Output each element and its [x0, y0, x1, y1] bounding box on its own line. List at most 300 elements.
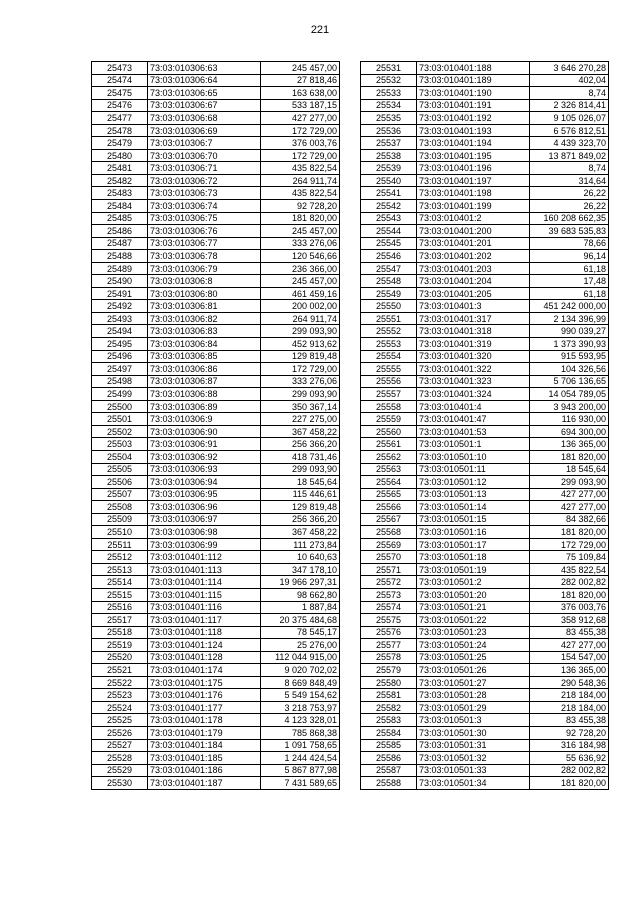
- row-number-cell: 25585: [361, 739, 417, 752]
- cadastral-number-cell: 73:03:010306:97: [148, 513, 261, 526]
- table-row: [361, 538, 609, 551]
- row-number-cell: 25500: [92, 400, 148, 413]
- table-row: [361, 99, 609, 112]
- cadastral-number-cell: 73:03:010401:320: [417, 350, 530, 363]
- value-cell: 163 638,00: [261, 87, 340, 100]
- row-number-cell: 25546: [361, 250, 417, 263]
- value-cell: 96,14: [530, 250, 609, 263]
- value-cell: 227 275,00: [261, 413, 340, 426]
- row-number-cell: 25525: [92, 714, 148, 727]
- table-row: [92, 350, 340, 363]
- value-cell: 83 455,38: [530, 714, 609, 727]
- row-number-cell: 25487: [92, 237, 148, 250]
- cadastral-number-cell: 73:03:010501:33: [417, 764, 530, 777]
- table-row: [361, 601, 609, 614]
- cadastral-number-cell: 73:03:010501:2: [417, 576, 530, 589]
- table-row: [361, 563, 609, 576]
- cadastral-number-cell: 73:03:010401:53: [417, 425, 530, 438]
- table-row: [92, 639, 340, 652]
- row-number-cell: 25574: [361, 601, 417, 614]
- cadastral-number-cell: 73:03:010306:88: [148, 388, 261, 401]
- value-cell: 61,18: [530, 262, 609, 275]
- cadastral-number-cell: 73:03:010401:187: [148, 777, 261, 790]
- cadastral-number-cell: 73:03:010501:26: [417, 664, 530, 677]
- cadastral-number-cell: 73:03:010401:185: [148, 752, 261, 765]
- table-row: [92, 752, 340, 765]
- value-cell: 181 820,00: [530, 588, 609, 601]
- cadastral-number-cell: 73:03:010401:189: [417, 74, 530, 87]
- table-row: [92, 777, 340, 790]
- value-cell: 333 276,06: [261, 237, 340, 250]
- table-row: [92, 338, 340, 351]
- row-number-cell: 25498: [92, 375, 148, 388]
- table-row: [361, 338, 609, 351]
- value-cell: 451 242 000,00: [530, 300, 609, 313]
- row-number-cell: 25581: [361, 689, 417, 702]
- row-number-cell: 25521: [92, 664, 148, 677]
- row-number-cell: 25504: [92, 450, 148, 463]
- cadastral-number-cell: 73:03:010401:198: [417, 187, 530, 200]
- table-row: [92, 463, 340, 476]
- cadastral-number-cell: 73:03:010501:30: [417, 726, 530, 739]
- value-cell: 2 134 396,99: [530, 312, 609, 325]
- row-number-cell: 25580: [361, 676, 417, 689]
- row-number-cell: 25553: [361, 338, 417, 351]
- value-cell: 78,66: [530, 237, 609, 250]
- cadastral-number-cell: 73:03:010306:84: [148, 338, 261, 351]
- value-cell: 452 913,62: [261, 338, 340, 351]
- cadastral-number-cell: 73:03:010306:7: [148, 137, 261, 150]
- row-number-cell: 25532: [361, 74, 417, 87]
- cadastral-number-cell: 73:03:010306:95: [148, 488, 261, 501]
- cadastral-number-cell: 73:03:010501:25: [417, 651, 530, 664]
- table-row: [92, 262, 340, 275]
- table-row: [361, 551, 609, 564]
- row-number-cell: 25570: [361, 551, 417, 564]
- cadastral-number-cell: 73:03:010501:18: [417, 551, 530, 564]
- row-number-cell: 25548: [361, 275, 417, 288]
- row-number-cell: 25481: [92, 162, 148, 175]
- row-number-cell: 25503: [92, 438, 148, 451]
- row-number-cell: 25524: [92, 701, 148, 714]
- cadastral-number-cell: 73:03:010501:27: [417, 676, 530, 689]
- cadastral-number-cell: 73:03:010401:192: [417, 112, 530, 125]
- value-cell: 9 105 026,07: [530, 112, 609, 125]
- row-number-cell: 25490: [92, 275, 148, 288]
- cadastral-number-cell: 73:03:010306:83: [148, 325, 261, 338]
- value-cell: 181 820,00: [530, 777, 609, 790]
- value-cell: 20 375 484,68: [261, 614, 340, 627]
- value-cell: 915 593,95: [530, 350, 609, 363]
- row-number-cell: 25533: [361, 87, 417, 100]
- cadastral-number-cell: 73:03:010306:76: [148, 225, 261, 238]
- value-cell: 172 729,00: [261, 124, 340, 137]
- cadastral-number-cell: 73:03:010501:32: [417, 752, 530, 765]
- value-cell: 314,64: [530, 174, 609, 187]
- value-cell: 181 820,00: [530, 526, 609, 539]
- value-cell: 299 093,90: [261, 388, 340, 401]
- value-cell: 8 669 848,49: [261, 676, 340, 689]
- cadastral-number-cell: 73:03:010306:81: [148, 300, 261, 313]
- cadastral-number-cell: 73:03:010501:3: [417, 714, 530, 727]
- row-number-cell: 25552: [361, 325, 417, 338]
- value-cell: 3 218 753,97: [261, 701, 340, 714]
- value-cell: 154 547,00: [530, 651, 609, 664]
- row-number-cell: 25513: [92, 563, 148, 576]
- value-cell: 14 054 789,05: [530, 388, 609, 401]
- table-row: [92, 363, 340, 376]
- cadastral-number-cell: 73:03:010306:92: [148, 450, 261, 463]
- value-cell: 347 178,10: [261, 563, 340, 576]
- cadastral-number-cell: 73:03:010306:86: [148, 363, 261, 376]
- value-cell: 461 459,16: [261, 287, 340, 300]
- row-number-cell: 25571: [361, 563, 417, 576]
- row-number-cell: 25505: [92, 463, 148, 476]
- row-number-cell: 25529: [92, 764, 148, 777]
- row-number-cell: 25584: [361, 726, 417, 739]
- row-number-cell: 25488: [92, 250, 148, 263]
- table-row: [92, 739, 340, 752]
- row-number-cell: 25497: [92, 363, 148, 376]
- row-number-cell: 25510: [92, 526, 148, 539]
- row-number-cell: 25542: [361, 200, 417, 213]
- row-number-cell: 25484: [92, 200, 148, 213]
- cadastral-number-cell: 73:03:010306:65: [148, 87, 261, 100]
- cadastral-number-cell: 73:03:010401:114: [148, 576, 261, 589]
- value-cell: 129 819,48: [261, 350, 340, 363]
- table-row: [361, 726, 609, 739]
- cadastral-number-cell: 73:03:010401:205: [417, 287, 530, 300]
- value-cell: 2 326 814,41: [530, 99, 609, 112]
- cadastral-number-cell: 73:03:010401:118: [148, 626, 261, 639]
- row-number-cell: 25493: [92, 312, 148, 325]
- value-cell: 264 911,74: [261, 174, 340, 187]
- value-cell: 84 382,66: [530, 513, 609, 526]
- table-row: [361, 664, 609, 677]
- value-cell: 136 365,00: [530, 664, 609, 677]
- cadastral-number-cell: 73:03:010401:199: [417, 200, 530, 213]
- row-number-cell: 25502: [92, 425, 148, 438]
- table-row: [92, 112, 340, 125]
- cadastral-number-cell: 73:03:010501:13: [417, 488, 530, 501]
- cadastral-number-cell: 73:03:010401:197: [417, 174, 530, 187]
- cadastral-number-cell: 73:03:010401:322: [417, 363, 530, 376]
- table-row: [92, 450, 340, 463]
- value-cell: 18 545,64: [530, 463, 609, 476]
- row-number-cell: 25528: [92, 752, 148, 765]
- table-row: [92, 689, 340, 702]
- value-cell: 376 003,76: [530, 601, 609, 614]
- value-cell: 7 431 589,65: [261, 777, 340, 790]
- cadastral-number-cell: 73:03:010306:74: [148, 200, 261, 213]
- row-number-cell: 25567: [361, 513, 417, 526]
- value-cell: 83 455,38: [530, 626, 609, 639]
- row-number-cell: 25583: [361, 714, 417, 727]
- table-body-left: [92, 62, 340, 790]
- value-cell: 120 546,66: [261, 250, 340, 263]
- table-row: [361, 651, 609, 664]
- cadastral-number-cell: 73:03:010501:29: [417, 701, 530, 714]
- row-number-cell: 25492: [92, 300, 148, 313]
- table-row: [361, 626, 609, 639]
- cadastral-number-cell: 73:03:010306:96: [148, 501, 261, 514]
- cadastral-number-cell: 73:03:010306:98: [148, 526, 261, 539]
- cadastral-number-cell: 73:03:010501:20: [417, 588, 530, 601]
- table-row: [361, 526, 609, 539]
- row-number-cell: 25479: [92, 137, 148, 150]
- cadastral-number-cell: 73:03:010306:67: [148, 99, 261, 112]
- row-number-cell: 25496: [92, 350, 148, 363]
- row-number-cell: 25549: [361, 287, 417, 300]
- table-row: [361, 676, 609, 689]
- value-cell: 172 729,00: [261, 363, 340, 376]
- value-cell: 402,04: [530, 74, 609, 87]
- cadastral-number-cell: 73:03:010306:71: [148, 162, 261, 175]
- value-cell: 427 277,00: [530, 639, 609, 652]
- cadastral-number-cell: 73:03:010401:317: [417, 312, 530, 325]
- value-cell: 78 545,17: [261, 626, 340, 639]
- row-number-cell: 25565: [361, 488, 417, 501]
- table-row: [92, 538, 340, 551]
- row-number-cell: 25538: [361, 149, 417, 162]
- cadastral-number-cell: 73:03:010306:73: [148, 187, 261, 200]
- page-number: 221: [310, 24, 330, 36]
- cadastral-number-cell: 73:03:010501:31: [417, 739, 530, 752]
- row-number-cell: 25543: [361, 212, 417, 225]
- row-number-cell: 25531: [361, 62, 417, 75]
- cadastral-number-cell: 73:03:010401:324: [417, 388, 530, 401]
- table-row: [361, 363, 609, 376]
- table-row: [361, 262, 609, 275]
- row-number-cell: 25489: [92, 262, 148, 275]
- row-number-cell: 25509: [92, 513, 148, 526]
- row-number-cell: 25485: [92, 212, 148, 225]
- table-row: [92, 626, 340, 639]
- table-row: [361, 300, 609, 313]
- row-number-cell: 25486: [92, 225, 148, 238]
- value-cell: 990 039,27: [530, 325, 609, 338]
- cadastral-number-cell: 73:03:010501:14: [417, 501, 530, 514]
- cadastral-number-cell: 73:03:010306:78: [148, 250, 261, 263]
- table-row: [361, 312, 609, 325]
- value-cell: 92 728,20: [261, 200, 340, 213]
- value-cell: 785 868,38: [261, 726, 340, 739]
- row-number-cell: 25558: [361, 400, 417, 413]
- value-cell: 112 044 915,00: [261, 651, 340, 664]
- row-number-cell: 25476: [92, 99, 148, 112]
- table-row: [361, 375, 609, 388]
- cadastral-number-cell: 73:03:010306:91: [148, 438, 261, 451]
- cadastral-number-cell: 73:03:010501:28: [417, 689, 530, 702]
- table-row: [361, 689, 609, 702]
- table-row: [92, 563, 340, 576]
- table-row: [92, 664, 340, 677]
- cadastral-number-cell: 73:03:010401:190: [417, 87, 530, 100]
- row-number-cell: 25560: [361, 425, 417, 438]
- cadastral-number-cell: 73:03:010401:184: [148, 739, 261, 752]
- row-number-cell: 25520: [92, 651, 148, 664]
- cadastral-number-cell: 73:03:010501:34: [417, 777, 530, 790]
- cadastral-number-cell: 73:03:010401:191: [417, 99, 530, 112]
- value-cell: 27 818,46: [261, 74, 340, 87]
- value-cell: 427 277,00: [530, 501, 609, 514]
- value-cell: 435 822,54: [530, 563, 609, 576]
- table-row: [361, 714, 609, 727]
- row-number-cell: 25551: [361, 312, 417, 325]
- value-cell: 376 003,76: [261, 137, 340, 150]
- cadastral-number-cell: 73:03:010501:21: [417, 601, 530, 614]
- table-row: [361, 250, 609, 263]
- value-cell: 160 208 662,35: [530, 212, 609, 225]
- value-cell: 290 548,36: [530, 676, 609, 689]
- cadastral-number-cell: 73:03:010306:68: [148, 112, 261, 125]
- table-row: [361, 400, 609, 413]
- value-cell: 3 943 200,00: [530, 400, 609, 413]
- table-row: [92, 74, 340, 87]
- cadastral-number-cell: 73:03:010401:318: [417, 325, 530, 338]
- table-row: [361, 701, 609, 714]
- table-row: [361, 112, 609, 125]
- cadastral-number-cell: 73:03:010306:99: [148, 538, 261, 551]
- row-number-cell: 25473: [92, 62, 148, 75]
- cadastral-number-cell: 73:03:010401:113: [148, 563, 261, 576]
- table-row: [361, 275, 609, 288]
- row-number-cell: 25554: [361, 350, 417, 363]
- value-cell: 9 020 702,02: [261, 664, 340, 677]
- table-row: [361, 124, 609, 137]
- value-cell: 5 549 154,62: [261, 689, 340, 702]
- value-cell: 694 300,00: [530, 425, 609, 438]
- table-row: [361, 425, 609, 438]
- row-number-cell: 25526: [92, 726, 148, 739]
- cadastral-number-cell: 73:03:010401:124: [148, 639, 261, 652]
- value-cell: 218 184,00: [530, 701, 609, 714]
- table-row: [92, 413, 340, 426]
- table-row: [92, 212, 340, 225]
- cadastral-number-cell: 73:03:010501:12: [417, 476, 530, 489]
- table-row: [361, 74, 609, 87]
- value-cell: 218 184,00: [530, 689, 609, 702]
- table-row: [361, 149, 609, 162]
- table-row: [361, 438, 609, 451]
- row-number-cell: 25515: [92, 588, 148, 601]
- row-number-cell: 25495: [92, 338, 148, 351]
- value-cell: 61,18: [530, 287, 609, 300]
- cadastral-number-cell: 73:03:010401:186: [148, 764, 261, 777]
- table-row: [361, 187, 609, 200]
- value-cell: 13 871 849,02: [530, 149, 609, 162]
- cadastral-number-cell: 73:03:010401:176: [148, 689, 261, 702]
- row-number-cell: 25555: [361, 363, 417, 376]
- cadastral-number-cell: 73:03:010401:323: [417, 375, 530, 388]
- value-cell: 418 731,46: [261, 450, 340, 463]
- value-cell: 282 002,82: [530, 764, 609, 777]
- cadastral-number-cell: 73:03:010306:87: [148, 375, 261, 388]
- value-cell: 8,74: [530, 87, 609, 100]
- table-body-right: [361, 62, 609, 790]
- row-number-cell: 25547: [361, 262, 417, 275]
- row-number-cell: 25523: [92, 689, 148, 702]
- cadastral-number-cell: 73:03:010401:47: [417, 413, 530, 426]
- row-number-cell: 25475: [92, 87, 148, 100]
- row-number-cell: 25550: [361, 300, 417, 313]
- table-row: [92, 237, 340, 250]
- row-number-cell: 25572: [361, 576, 417, 589]
- value-cell: 26,22: [530, 200, 609, 213]
- row-number-cell: 25535: [361, 112, 417, 125]
- row-number-cell: 25483: [92, 187, 148, 200]
- table-row: [92, 200, 340, 213]
- table-row: [92, 526, 340, 539]
- row-number-cell: 25518: [92, 626, 148, 639]
- value-cell: 299 093,90: [261, 463, 340, 476]
- value-cell: 111 273,84: [261, 538, 340, 551]
- cadastral-number-cell: 73:03:010401:2: [417, 212, 530, 225]
- cadastral-number-cell: 73:03:010401:319: [417, 338, 530, 351]
- table-row: [361, 476, 609, 489]
- row-number-cell: 25519: [92, 639, 148, 652]
- table-row: [361, 450, 609, 463]
- value-cell: 1 091 758,65: [261, 739, 340, 752]
- row-number-cell: 25564: [361, 476, 417, 489]
- table-row: [92, 438, 340, 451]
- value-cell: 172 729,00: [530, 538, 609, 551]
- row-number-cell: 25586: [361, 752, 417, 765]
- row-number-cell: 25576: [361, 626, 417, 639]
- cadastral-number-cell: 73:03:010306:90: [148, 425, 261, 438]
- row-number-cell: 25514: [92, 576, 148, 589]
- table-row: [92, 250, 340, 263]
- value-cell: 367 458,22: [261, 526, 340, 539]
- value-cell: 256 366,20: [261, 513, 340, 526]
- cadastral-number-cell: 73:03:010401:179: [148, 726, 261, 739]
- table-row: [92, 312, 340, 325]
- row-number-cell: 25517: [92, 614, 148, 627]
- row-number-cell: 25587: [361, 764, 417, 777]
- table-row: [92, 99, 340, 112]
- row-number-cell: 25575: [361, 614, 417, 627]
- cadastral-number-cell: 73:03:010401:112: [148, 551, 261, 564]
- cadastral-number-cell: 73:03:010401:193: [417, 124, 530, 137]
- table-row: [361, 777, 609, 790]
- table-row: [361, 588, 609, 601]
- value-cell: 18 545,64: [261, 476, 340, 489]
- row-number-cell: 25499: [92, 388, 148, 401]
- cadastral-number-cell: 73:03:010501:15: [417, 513, 530, 526]
- table-row: [361, 174, 609, 187]
- row-number-cell: 25478: [92, 124, 148, 137]
- table-row: [92, 162, 340, 175]
- value-cell: 75 109,84: [530, 551, 609, 564]
- table-row: [92, 476, 340, 489]
- cadastral-number-cell: 73:03:010401:200: [417, 225, 530, 238]
- cadastral-number-cell: 73:03:010306:72: [148, 174, 261, 187]
- cadastral-number-cell: 73:03:010306:75: [148, 212, 261, 225]
- cadastral-number-cell: 73:03:010401:116: [148, 601, 261, 614]
- value-cell: 92 728,20: [530, 726, 609, 739]
- table-row: [92, 488, 340, 501]
- table-row: [361, 225, 609, 238]
- value-cell: 10 640,63: [261, 551, 340, 564]
- cadastral-number-cell: 73:03:010501:19: [417, 563, 530, 576]
- table-row: [92, 576, 340, 589]
- table-row: [361, 488, 609, 501]
- value-cell: 316 184,98: [530, 739, 609, 752]
- row-number-cell: 25539: [361, 162, 417, 175]
- row-number-cell: 25557: [361, 388, 417, 401]
- row-number-cell: 25474: [92, 74, 148, 87]
- value-cell: 181 820,00: [261, 212, 340, 225]
